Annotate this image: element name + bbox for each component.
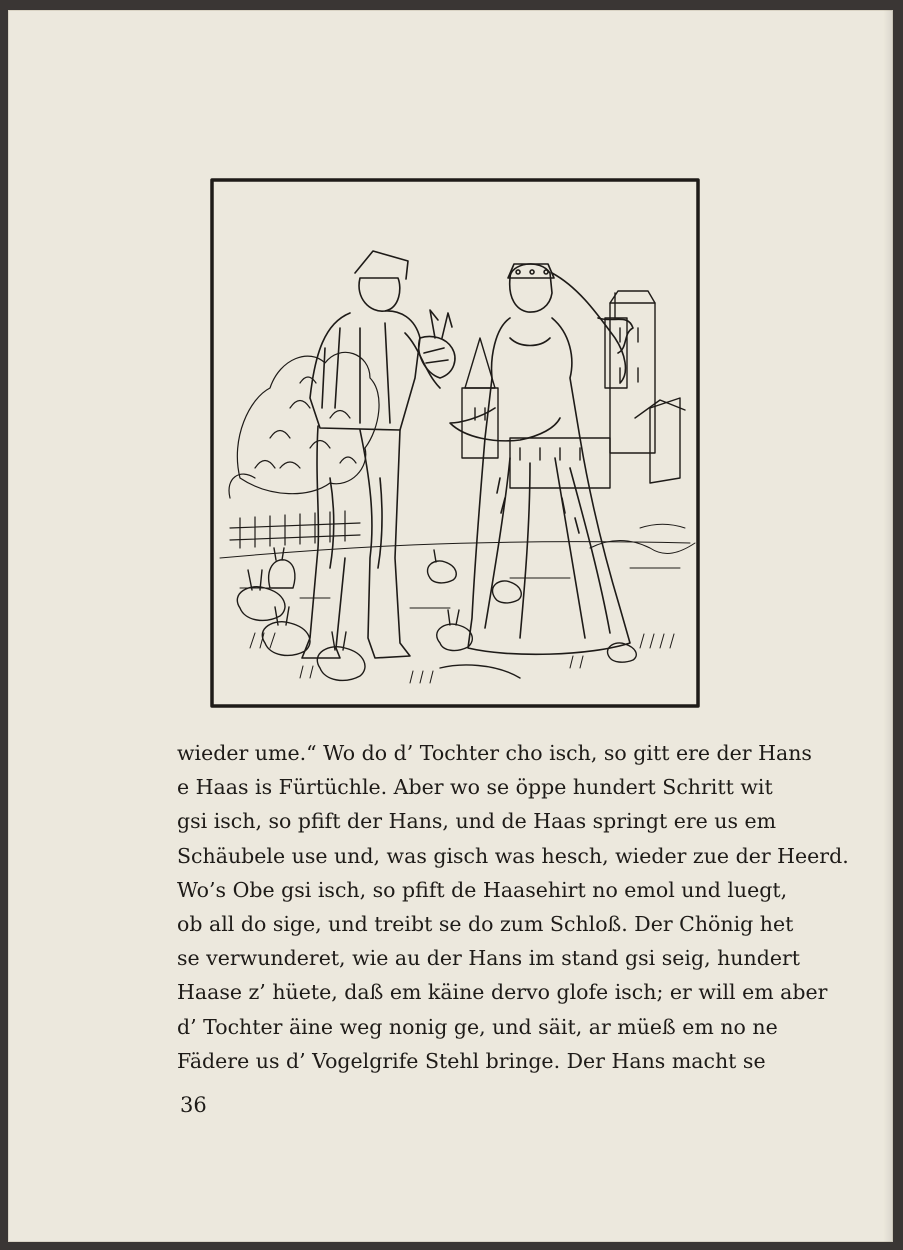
body-text (177, 736, 849, 1078)
text-line: d’ Tochter äine weg nonig ge, und säit, ar müeß em no ne (177, 1014, 778, 1039)
text-line: gsi isch, so pfift der Hans, und de Haas springt ere us em (177, 809, 777, 834)
tree-cluster (229, 352, 379, 498)
text-line: Schäubele use und, was gisch was hesch, wieder zue der Heerd. (177, 843, 849, 868)
text-line: Fädere us d’ Vogelgrife Stehl bringe. Der Hans macht se (177, 1048, 766, 1073)
hares (237, 548, 636, 680)
text-line: wieder ume.“ Wo do d’ Tochter cho isch, so gitt ere der Hans (177, 741, 812, 765)
page-edge-shade (883, 10, 893, 1242)
fence (230, 511, 360, 548)
page-number: 36 (180, 1093, 207, 1117)
castle (462, 291, 685, 488)
text-line: Wo’s Obe gsi isch, so pfift de Haasehirt no emol und luegt, (177, 877, 788, 902)
text-line: ob all do sige, und treibt se do zum Schloß. Der Chönig het (177, 912, 794, 937)
text-line: Haase z’ hüete, daß em käine dervo glofe isch; er will em aber (177, 980, 828, 1005)
book-page (8, 10, 893, 1242)
woodcut-illustration (210, 178, 700, 708)
shepherd-boy (302, 251, 455, 658)
ground-hatching (220, 524, 695, 683)
text-line: e Haas is Fürtüchle. Aber wo se öppe hundert Schritt wit (177, 775, 773, 800)
text-line: se verwunderet, wie au der Hans im stand gsi seig, hundert (177, 946, 801, 971)
